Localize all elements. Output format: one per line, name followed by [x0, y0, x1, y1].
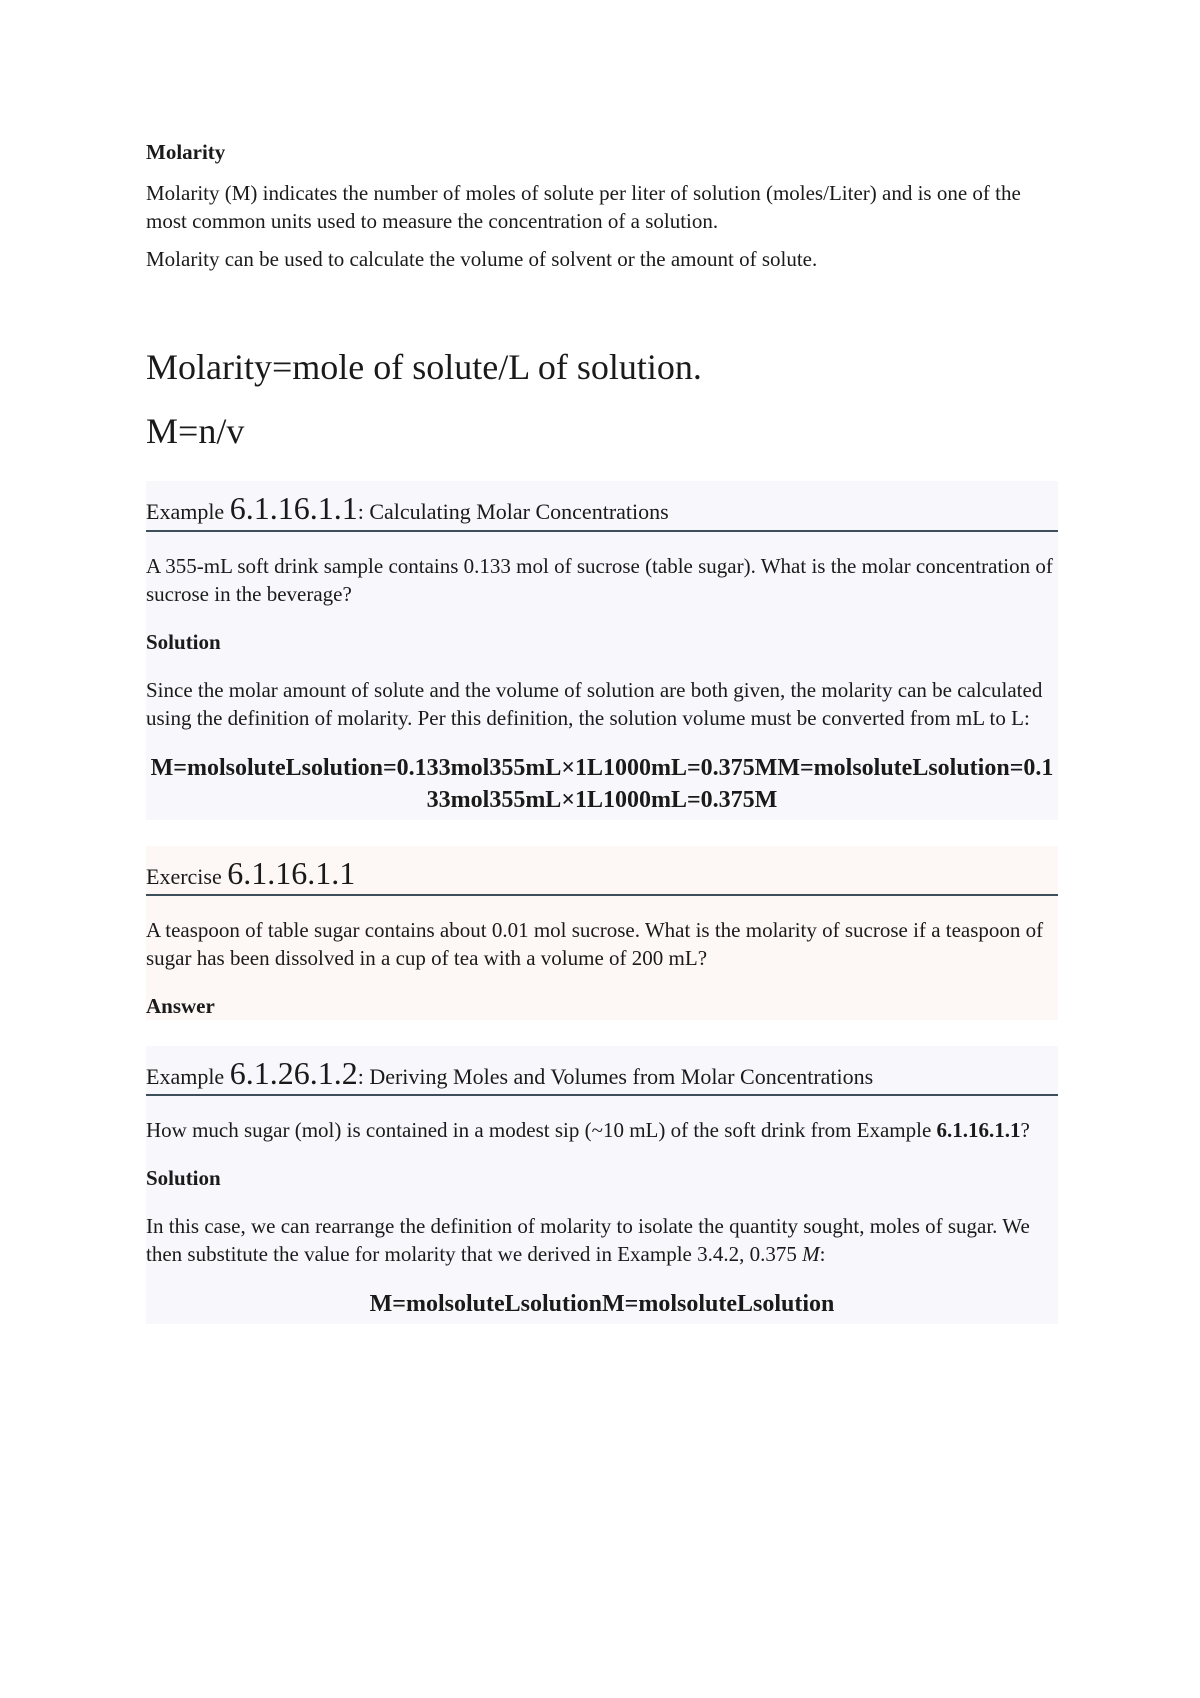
- example-1-equation: M=molsoluteLsolution=0.133mol355mL×1L1000mL=0.375MM=molsoluteLsolution=0.133mol355mL×1L1000mL=0.375M: [150, 754, 1054, 813]
- example-2-question-ref[interactable]: 6.1.16.1.1: [936, 1118, 1021, 1143]
- example-1-prefix: Example: [146, 499, 230, 525]
- example-1-solution-text: Since the molar amount of solute and the volume of solution are both given, the molarity can be calculated using the definition of molarity. Per this definition, the solution volume must be converted from mL to L:: [146, 677, 1043, 730]
- document-page: [146, 140, 1058, 1324]
- exercise-1-question: A teaspoon of table sugar contains about 0.01 mol sucrose. What is the molarity of sucrose if a teaspoon of sugar has been dissolved in a cup of tea with a volume of 200 mL?: [146, 917, 1044, 970]
- example-2-solution-unit: M: [802, 1242, 820, 1267]
- example-2-solution-part1: In this case, we can rearrange the definition of molarity to isolate the quantity sought, moles of sugar. We then substitute the value for molarity that we derived in Example 3.4.2, 0.375: [146, 1214, 1030, 1267]
- example-2-solution-part2: :: [819, 1242, 826, 1267]
- molarity-formula-words: Molarity=mole of solute/L of solution.: [146, 347, 702, 388]
- example-2-solution-text: [146, 1212, 1058, 1268]
- exercise-1-title: [146, 846, 1058, 896]
- exercise-1-answer-label: Answer: [146, 993, 215, 1018]
- usage-paragraph: Molarity can be used to calculate the volume of solvent or the amount of solute.: [146, 247, 818, 272]
- example-2-prefix: Example: [146, 1063, 230, 1089]
- example-1-title: [146, 481, 1058, 531]
- molarity-formula-symbols: M=n/v: [146, 411, 245, 452]
- example-2-question-part2: ?: [1020, 1118, 1030, 1143]
- intro-paragraph: Molarity (M) indicates the number of moles of solute per liter of solution (moles/Liter) and is one of the most common units used to measure the concentration of a solution.: [146, 181, 1021, 234]
- example-1-solution-label: Solution: [146, 629, 221, 654]
- example-1-question: A 355-mL soft drink sample contains 0.133 mol of sucrose (table sugar). What is the molar concentration of sucrose in the beverage?: [146, 553, 1053, 606]
- exercise-1-number: 6.1.16.1.1: [227, 854, 356, 891]
- example-2-solution-label: Solution: [146, 1166, 221, 1191]
- example-box-1: [146, 481, 1058, 819]
- example-2-question-part1: How much sugar (mol) is contained in a modest sip (~10 mL) of the soft drink from Example: [146, 1118, 937, 1143]
- example-box-2: [146, 1046, 1058, 1324]
- example-2-question: [146, 1116, 1058, 1144]
- example-1-number: 6.1.16.1.1: [229, 490, 358, 527]
- example-2-title: [146, 1046, 1058, 1096]
- section-heading: Molarity: [146, 140, 226, 164]
- exercise-1-prefix: Exercise: [146, 863, 228, 889]
- example-2-number: 6.1.26.1.2: [229, 1054, 358, 1091]
- example-2-suffix: : Deriving Moles and Volumes from Molar Concentrations: [357, 1063, 874, 1089]
- example-2-equation: M=molsoluteLsolutionM=molsoluteLsolution: [369, 1291, 835, 1318]
- example-1-suffix: : Calculating Molar Concentrations: [357, 499, 669, 525]
- exercise-box-1: [146, 846, 1058, 1020]
